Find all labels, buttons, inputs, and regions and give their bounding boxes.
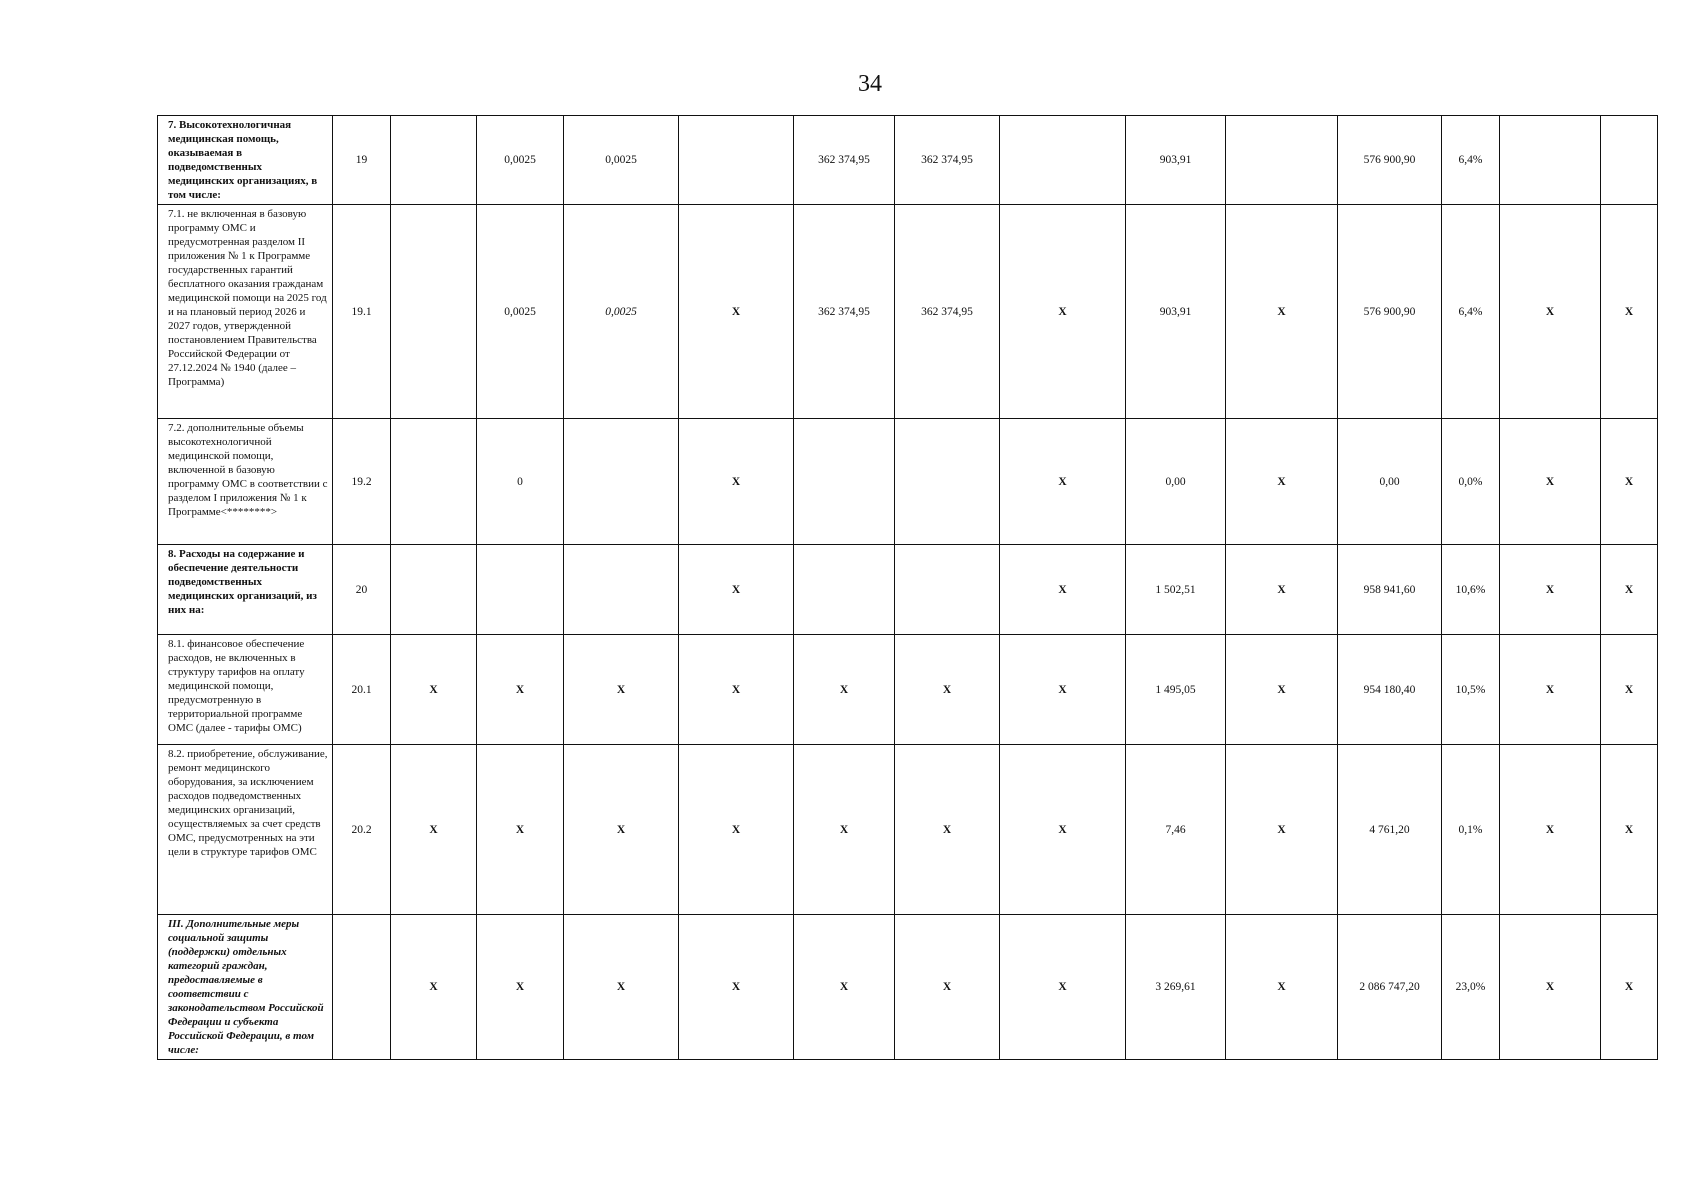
- table-row: [158, 915, 1658, 1060]
- row-label: 7. Высокотехнологичная медицинская помощь, оказываемая в подведомственных медицинских организациях, в том числе:: [158, 116, 333, 205]
- row-label: 7.2. дополнительные объемы высокотехнологичной медицинской помощи, включенной в базовую программу ОМС в соответствии с разделом I приложения № 1 к Программе<********>: [158, 419, 333, 545]
- table-cell: X: [391, 745, 477, 915]
- table-cell: [564, 545, 679, 635]
- table-cell: 0,0025: [564, 116, 679, 205]
- table-cell: X: [1601, 635, 1658, 745]
- table-row: [158, 745, 1658, 915]
- table-cell: X: [794, 635, 895, 745]
- table-cell: X: [895, 915, 1000, 1060]
- table-cell: 903,91: [1126, 205, 1226, 419]
- table-cell: 10,5%: [1442, 635, 1500, 745]
- table-cell: [1601, 116, 1658, 205]
- table-cell: [679, 116, 794, 205]
- row-label: III. Дополнительные меры социальной защиты (поддержки) отдельных категорий граждан, предоставляемые в соответствии с законодательством Российской Федерации и субъекта Российской Федерации, в том числе:: [158, 915, 333, 1060]
- table-cell: X: [1226, 419, 1338, 545]
- table-cell: X: [477, 635, 564, 745]
- table-cell: X: [1601, 915, 1658, 1060]
- table-cell: X: [1000, 419, 1126, 545]
- table-cell: [794, 419, 895, 545]
- table-cell: 958 941,60: [1338, 545, 1442, 635]
- table-cell: X: [477, 915, 564, 1060]
- table-cell: X: [1226, 205, 1338, 419]
- table-cell: 362 374,95: [794, 116, 895, 205]
- row-code: 19: [333, 116, 391, 205]
- table-row: [158, 205, 1658, 419]
- table-cell: X: [477, 745, 564, 915]
- table-cell: 903,91: [1126, 116, 1226, 205]
- table-cell: 576 900,90: [1338, 205, 1442, 419]
- table-cell: X: [679, 635, 794, 745]
- table-cell: [391, 205, 477, 419]
- row-code: 19.1: [333, 205, 391, 419]
- table-cell: X: [1000, 915, 1126, 1060]
- row-code: 20: [333, 545, 391, 635]
- table-cell: 7,46: [1126, 745, 1226, 915]
- table-cell: [895, 419, 1000, 545]
- table-cell: X: [1500, 635, 1601, 745]
- table-cell: [391, 116, 477, 205]
- table-cell: 2 086 747,20: [1338, 915, 1442, 1060]
- row-code: 20.2: [333, 745, 391, 915]
- page-number: 34: [858, 71, 882, 97]
- table-cell: X: [391, 635, 477, 745]
- table-cell: X: [1500, 915, 1601, 1060]
- table-cell: 0,0%: [1442, 419, 1500, 545]
- table-cell: [564, 419, 679, 545]
- table-cell: 362 374,95: [895, 205, 1000, 419]
- financing-table: [157, 115, 1658, 1060]
- row-code: [333, 915, 391, 1060]
- table-cell: X: [564, 745, 679, 915]
- table-cell: 0,00: [1126, 419, 1226, 545]
- row-code: 19.2: [333, 419, 391, 545]
- table-cell: 1 495,05: [1126, 635, 1226, 745]
- table-cell: [477, 545, 564, 635]
- table-cell: X: [564, 635, 679, 745]
- table-cell: 6,4%: [1442, 116, 1500, 205]
- table-cell: [895, 545, 1000, 635]
- table-cell: [794, 545, 895, 635]
- table-cell: X: [895, 635, 1000, 745]
- table-cell: 1 502,51: [1126, 545, 1226, 635]
- table-cell: 0,1%: [1442, 745, 1500, 915]
- table-cell: X: [794, 745, 895, 915]
- table-cell: X: [1000, 205, 1126, 419]
- table-cell: X: [1601, 745, 1658, 915]
- table-cell: X: [794, 915, 895, 1060]
- table-cell: X: [1500, 745, 1601, 915]
- table-cell: X: [679, 915, 794, 1060]
- table-cell: 0: [477, 419, 564, 545]
- table-cell: 4 761,20: [1338, 745, 1442, 915]
- table-cell: X: [1601, 419, 1658, 545]
- table-row: [158, 419, 1658, 545]
- table-cell: 362 374,95: [794, 205, 895, 419]
- table-cell: X: [679, 545, 794, 635]
- table-cell: 0,00: [1338, 419, 1442, 545]
- table-cell: 0,0025: [564, 205, 679, 419]
- table-cell: X: [1601, 205, 1658, 419]
- table-cell: 0,0025: [477, 116, 564, 205]
- table-cell: [1226, 116, 1338, 205]
- table-row: [158, 545, 1658, 635]
- table-cell: X: [679, 745, 794, 915]
- table-cell: 0,0025: [477, 205, 564, 419]
- table-row: [158, 635, 1658, 745]
- table-cell: [1000, 116, 1126, 205]
- table-cell: [391, 545, 477, 635]
- row-label: 8.1. финансовое обеспечение расходов, не включенных в структуру тарифов на оплату медицинской помощи, предусмотренную в территориальной программе ОМС (далее - тарифы ОМС): [158, 635, 333, 745]
- table-row: [158, 116, 1658, 205]
- table-cell: X: [1000, 545, 1126, 635]
- table-cell: X: [1500, 545, 1601, 635]
- table-cell: X: [1500, 419, 1601, 545]
- table-cell: X: [564, 915, 679, 1060]
- row-label: 8.2. приобретение, обслуживание, ремонт медицинского оборудования, за исключением расходов подведомственных медицинских организаций, осуществляемых за счет средств ОМС, предусмотренных на эти цели в структуре тарифов ОМС: [158, 745, 333, 915]
- table-cell: X: [1500, 205, 1601, 419]
- table-cell: X: [1226, 635, 1338, 745]
- row-label: 8. Расходы на содержание и обеспечение деятельности подведомственных медицинских организаций, из них на:: [158, 545, 333, 635]
- table-cell: 10,6%: [1442, 545, 1500, 635]
- table-cell: X: [1601, 545, 1658, 635]
- table-cell: X: [1226, 545, 1338, 635]
- table-cell: X: [679, 419, 794, 545]
- table-cell: X: [391, 915, 477, 1060]
- row-label: 7.1. не включенная в базовую программу ОМС и предусмотренная разделом II приложения № 1 к Программе государственных гарантий бесплатного оказания гражданам медицинской помощи на 2025 год и на плановый период 2026 и 2027 годов, утвержденной постановлением Правительства Российской Федерации от 27.12.2024 № 1940 (далее – Программа): [158, 205, 333, 419]
- table-cell: X: [679, 205, 794, 419]
- table-cell: 23,0%: [1442, 915, 1500, 1060]
- table-cell: 362 374,95: [895, 116, 1000, 205]
- table-cell: 576 900,90: [1338, 116, 1442, 205]
- table-cell: X: [1226, 745, 1338, 915]
- table-cell: 954 180,40: [1338, 635, 1442, 745]
- table-cell: [1500, 116, 1601, 205]
- table-cell: X: [1226, 915, 1338, 1060]
- row-code: 20.1: [333, 635, 391, 745]
- table-cell: 6,4%: [1442, 205, 1500, 419]
- table-cell: [391, 419, 477, 545]
- table-cell: 3 269,61: [1126, 915, 1226, 1060]
- table-cell: X: [1000, 635, 1126, 745]
- table-cell: X: [1000, 745, 1126, 915]
- table-cell: X: [895, 745, 1000, 915]
